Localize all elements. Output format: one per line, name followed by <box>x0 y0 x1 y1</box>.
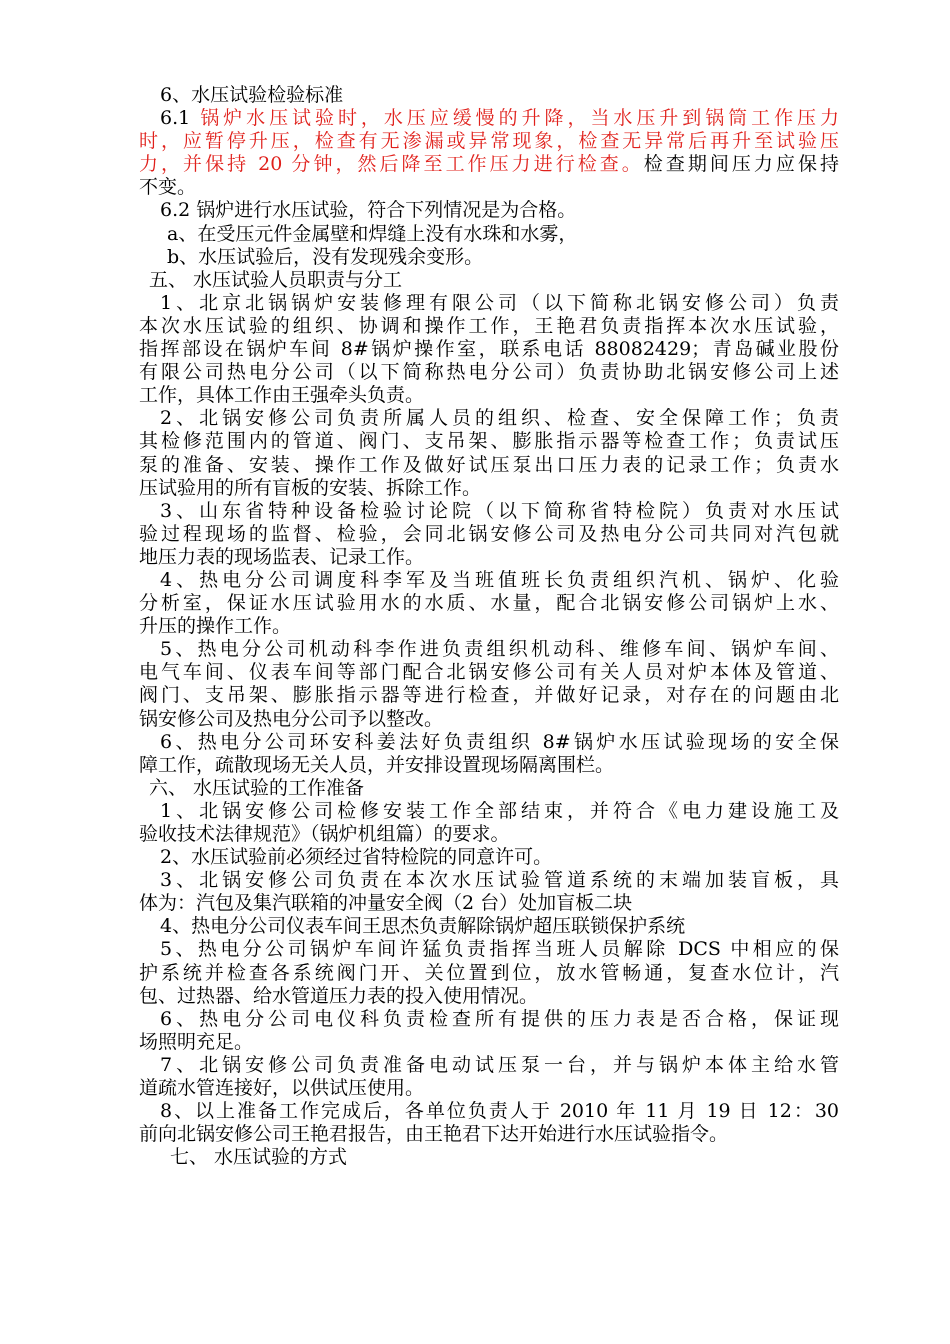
duty-item-3 <box>139 500 839 569</box>
text-line: 护系统并检查各系统阀门开、关位置到位，放水管畅通，复查水位计，汽 <box>139 961 839 984</box>
text-line: 4、热电分公司调度科李军及当班值班长负责组织汽机、锅炉、化验 <box>160 568 839 591</box>
text-line: 前向北锅安修公司王艳君报告，由王艳君下达开始进行水压试验指令。 <box>139 1123 729 1146</box>
text-line: 压试验用的所有盲板的安装、拆除工作。 <box>139 476 482 499</box>
document-body <box>139 84 839 1169</box>
text-line: 泵的准备、安装、操作工作及做好试压泵出口压力表的记录工作；负责水 <box>139 453 839 476</box>
paragraph-6-1 <box>139 107 839 199</box>
text-line: 3、山东省特种设备检验讨论院（以下简称省特检院）负责对水压试 <box>160 499 839 522</box>
clause-number: 6.1 <box>160 107 201 130</box>
text-line: 验收技术法律规范》（锅炉机组篇）的要求。 <box>139 823 510 845</box>
text-line: 锅安修公司及热电分公司予以整改。 <box>139 707 444 730</box>
text-line: 8、以上准备工作完成后，各单位负责人于 2010 年 11 月 19 日 12：30 <box>160 1100 839 1123</box>
text-line: 验过程现场的监督、检验，会同北锅安修公司及热电分公司共同对汽包就 <box>139 522 839 545</box>
text-line: 场照明充足。 <box>139 1030 254 1053</box>
text-line: 分析室，保证水压试验用水的水质、水量，配合北锅安修公司锅炉上水、 <box>139 592 839 615</box>
prep-item-4: 4、热电分公司仪表车间王思杰负责解除锅炉超压联锁保护系统 <box>160 915 686 938</box>
text-line: 5、热电分公司机动科李作进负责组织机动科、维修车间、锅炉车间、 <box>160 638 839 661</box>
text-line: 其检修范围内的管道、阀门、支吊架、膨胀指示器等检查工作；负责试压 <box>139 430 839 453</box>
text-line: 不变。 <box>139 176 197 199</box>
text-line: 6、热电分公司电仪科负责检查所有提供的压力表是否合格，保证现 <box>160 1007 839 1030</box>
text-line: 本次水压试验的组织、协调和操作工作，王艳君负责指挥本次水压试验， <box>139 314 839 337</box>
text-line: 升压的操作工作。 <box>139 615 292 638</box>
heading-6-standard: 6、水压试验检验标准 <box>160 84 344 106</box>
text-line: 6、热电分公司环安科姜法好负责组织 8#锅炉水压试验现场的安全保 <box>160 730 839 753</box>
prep-item-6 <box>139 1008 839 1054</box>
text-line: 道疏水管连接好，以供试压使用。 <box>139 1077 425 1100</box>
text-line: 障工作，疏散现场无关人员，并安排设置现场隔离围栏。 <box>139 753 615 776</box>
text-line: 电气车间、仪表车间等部门配合北锅安修公司有关人员对炉本体及管道、 <box>139 661 839 684</box>
text-line: 2、北锅安修公司负责所属人员的组织、检查、安全保障工作；负责 <box>160 407 839 430</box>
highlighted-text: 时，应暂停升压，检查有无渗漏或异常现象，检查无异常后再升至试验压 <box>139 130 839 153</box>
text-line: 有限公司热电分公司（以下简称热电分公司）负责协助北锅安修公司上述 <box>139 361 839 384</box>
highlighted-text: 锅炉水压试验时，水压应缓慢的升降，当水压升到锅筒工作压力 <box>200 107 839 130</box>
criterion-a: a、在受压元件金属壁和焊缝上没有水珠和水雾， <box>167 222 578 245</box>
text-line: 5、热电分公司锅炉车间许猛负责指挥当班人员解除 DCS 中相应的保 <box>160 938 839 961</box>
prep-item-5 <box>139 938 839 1007</box>
text-line: 3、北锅安修公司负责在本次水压试验管道系统的末端加装盲板，具 <box>160 869 839 892</box>
section-7-heading: 七、 水压试验的方式 <box>170 1146 348 1169</box>
duty-item-4 <box>139 569 839 638</box>
prep-item-2: 2、水压试验前必须经过省特检院的同意许可。 <box>160 846 553 869</box>
section-5-heading: 五、 水压试验人员职责与分工 <box>149 268 403 291</box>
text-line: 包、过热器、给水管道压力表的投入使用情况。 <box>139 984 539 1007</box>
prep-item-1 <box>139 800 839 846</box>
text-line: 地压力表的现场监表、记录工作。 <box>139 545 425 568</box>
text-line: 阀门、支吊架、膨胀指示器等进行检查，并做好记录，对存在的问题由北 <box>139 684 839 707</box>
section-6-heading: 六、 水压试验的工作准备 <box>149 776 365 799</box>
text-line: 工作，具体工作由王强牵头负责。 <box>139 384 425 407</box>
paragraph-6-2: 6.2 锅炉进行水压试验，符合下列情况是为合格。 <box>160 199 577 222</box>
highlighted-text: 力，并保持 20 分钟，然后降至工作压力进行检查。 <box>139 153 644 176</box>
text-line: 指挥部设在锅炉车间 8#锅炉操作室，联系电话 88082429；青岛碱业股份 <box>139 338 839 361</box>
prep-item-3 <box>139 869 839 915</box>
text-line: 体为：汽包及集汽联箱的冲量安全阀（2 台）处加盲板二块 <box>139 892 633 915</box>
text-line: 1、北京北锅锅炉安装修理有限公司（以下简称北锅安修公司）负责 <box>160 291 839 314</box>
prep-item-7 <box>139 1054 839 1100</box>
duty-item-5 <box>139 638 839 730</box>
duty-item-1 <box>139 292 839 407</box>
duty-item-6 <box>139 731 839 777</box>
criterion-b: b、水压试验后，没有发现残余变形。 <box>167 245 484 268</box>
duty-item-2 <box>139 407 839 499</box>
text-line: 检查期间压力应保持 <box>643 153 839 176</box>
text-line: 7、北锅安修公司负责准备电动试压泵一台，并与锅炉本体主给水管 <box>160 1053 839 1076</box>
text-line: 1、北锅安修公司检修安装工作全部结束，并符合《电力建设施工及 <box>160 799 839 822</box>
prep-item-8 <box>139 1100 839 1146</box>
